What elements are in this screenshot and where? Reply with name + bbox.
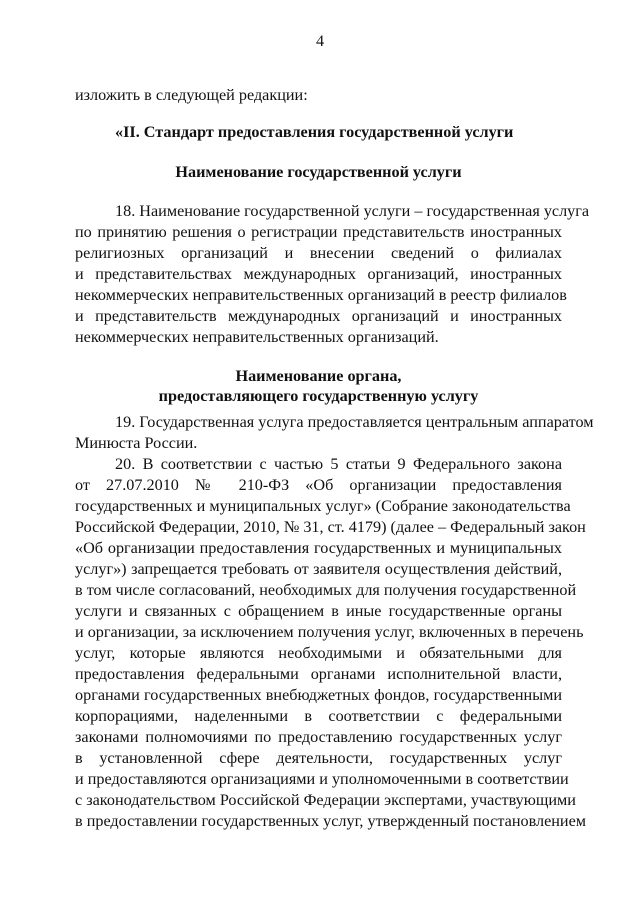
section-heading: «II. Стандарт предоставления государственной услуги — [115, 123, 514, 141]
text-line: законами полномочиями по предоставлению государственных услуг — [75, 728, 562, 746]
text-line: корпорациями, наделенными в соответствии с федеральными — [75, 707, 562, 725]
text-line: и представительств международных организаций и иностранных — [75, 307, 562, 325]
subheading-service-name: Наименование государственной услуги — [175, 163, 462, 181]
text-line: услуг») запрещается требовать от заявителя осуществления действий, — [75, 560, 562, 578]
text-line: «Об организации предоставления государственных и муниципальных — [75, 539, 562, 557]
subheading-line: предоставляющего государственную услугу — [158, 387, 479, 405]
text-line: предоставления федеральными органами исполнительной власти, — [75, 665, 562, 683]
subheading-line: Наименование органа, — [235, 367, 402, 385]
paragraph-20 — [75, 454, 587, 832]
paragraph-18 — [75, 201, 590, 348]
text-line: 19. Государственная услуга предоставляется центральным аппаратом — [115, 413, 594, 431]
text-line: и организации, за исключением получения услуг, включенных в перечень — [75, 623, 584, 641]
subheading-organ — [75, 366, 562, 406]
text-line: органами государственных внебюджетных фондов, государственными — [75, 686, 562, 704]
text-line: от 27.07.2010 № 210-ФЗ «Об организации предоставления — [75, 476, 562, 494]
page-number: 4 — [315, 32, 325, 50]
text-line: по принятию решения о регистрации представительств иностранных — [75, 223, 562, 241]
text-line: с законодательством Российской Федерации экспертами, участвующими — [75, 791, 576, 809]
text-line: 18. Наименование государственной услуги – государственная услуга — [115, 202, 590, 220]
text-line: религиозных организаций и внесении сведений о филиалах — [75, 244, 562, 262]
text-line: Минюста России. — [75, 434, 198, 452]
text-line: Российской Федерации, 2010, № 31, ст. 4179) (далее – Федеральный закон — [75, 518, 586, 536]
text-line: и предоставляются организациями и уполномоченными в соответствии — [75, 770, 569, 788]
text-line: услуг, которые являются необходимыми и обязательными для — [75, 644, 562, 662]
text-line: услуги и связанных с обращением в иные государственные органы — [75, 602, 562, 620]
text-line: 20. В соответствии с частью 5 статьи 9 Федерального закона — [115, 455, 562, 473]
text-line: государственных и муниципальных услуг» (Собрание законодательства — [75, 497, 571, 515]
text-line: в установленной сфере деятельности, государственных услуг — [75, 749, 562, 767]
intro-text: изложить в следующей редакции: — [75, 86, 308, 104]
text-line: в предоставлении государственных услуг, утвержденный постановлением — [75, 812, 587, 830]
paragraph-19 — [75, 412, 594, 454]
text-line: некоммерческих неправительственных организаций в реестр филиалов — [75, 286, 567, 304]
text-line: в том числе согласований, необходимых для получения государственной — [75, 581, 577, 599]
text-line: и представительствах международных организаций, иностранных — [75, 265, 562, 283]
text-line: некоммерческих неправительственных организаций. — [75, 328, 439, 346]
